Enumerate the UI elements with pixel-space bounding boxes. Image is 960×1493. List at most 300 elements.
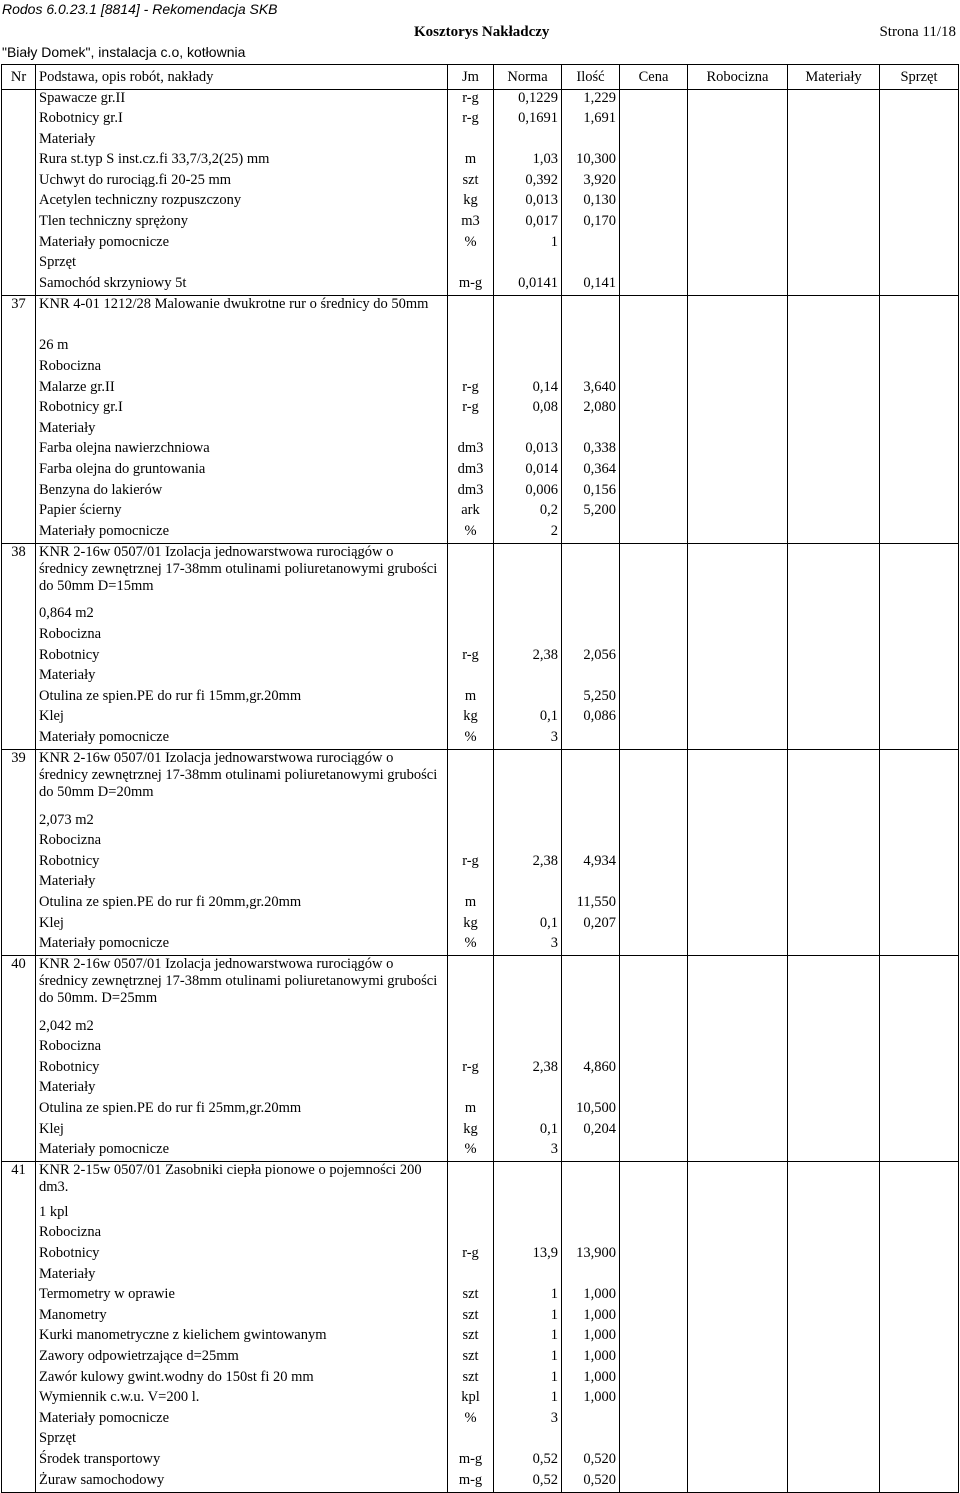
unit <box>448 626 494 647</box>
materials-cost <box>788 254 880 275</box>
quantity-value <box>562 254 620 275</box>
price <box>620 647 688 668</box>
unit: r-g <box>448 1245 494 1266</box>
unit <box>448 358 494 379</box>
description: Otulina ze spien.PE do rur fi 25mm,gr.20mm <box>36 1100 448 1121</box>
price <box>620 1389 688 1410</box>
table-row <box>2 1100 959 1121</box>
quantity-value: 5,200 <box>562 502 620 523</box>
item-number <box>2 1410 36 1431</box>
norm-value <box>494 832 562 853</box>
labour-cost <box>688 1079 788 1100</box>
equipment-cost <box>880 502 959 523</box>
section-label: Robocizna <box>36 1224 448 1245</box>
equipment-cost <box>880 750 959 812</box>
quantity-value: 0,141 <box>562 275 620 296</box>
section-row <box>2 1079 959 1100</box>
price <box>620 1307 688 1328</box>
unit: m <box>448 688 494 709</box>
col-header-robocizna: Robocizna <box>688 65 788 90</box>
description: Materiały pomocnicze <box>36 1410 448 1431</box>
price <box>620 543 688 605</box>
item-number <box>2 110 36 131</box>
norm-value: 3 <box>494 729 562 750</box>
norm-value <box>494 1204 562 1225</box>
quantity-value <box>562 523 620 544</box>
table-row <box>2 1451 959 1472</box>
materials-cost <box>788 1307 880 1328</box>
item-number <box>2 254 36 275</box>
equipment-cost <box>880 1472 959 1493</box>
materials-cost <box>788 461 880 482</box>
price <box>620 358 688 379</box>
labour-cost <box>688 1162 788 1204</box>
norm-value: 2,38 <box>494 647 562 668</box>
equipment-cost <box>880 192 959 213</box>
quantity-label: 26 m <box>36 337 448 358</box>
table-row <box>2 275 959 296</box>
quantity-value <box>562 605 620 626</box>
norm-value: 2,38 <box>494 853 562 874</box>
unit <box>448 131 494 152</box>
price <box>620 295 688 337</box>
price <box>620 708 688 729</box>
item-number <box>2 1121 36 1142</box>
equipment-cost <box>880 812 959 833</box>
materials-cost <box>788 337 880 358</box>
section-row <box>2 358 959 379</box>
table-row <box>2 894 959 915</box>
materials-cost <box>788 1266 880 1287</box>
description: KNR 2-16w 0507/01 Izolacja jednowarstwowa rurociągów o średnicy zewnętrznej 17-38mm otulinami poliuretanowymi grubości do 50mm. D=25mm <box>36 956 448 1018</box>
price <box>620 1327 688 1348</box>
norm-value <box>494 894 562 915</box>
item-number <box>2 647 36 668</box>
labour-cost <box>688 151 788 172</box>
unit <box>448 295 494 337</box>
description: Papier ścierny <box>36 502 448 523</box>
materials-cost <box>788 935 880 956</box>
quantity-value <box>562 420 620 441</box>
norm-value: 2 <box>494 523 562 544</box>
quantity-value: 1,229 <box>562 90 620 111</box>
item-number <box>2 502 36 523</box>
quantity-value: 0,086 <box>562 708 620 729</box>
section-row <box>2 1430 959 1451</box>
quantity-value <box>562 1430 620 1451</box>
quantity-value <box>562 1224 620 1245</box>
item-number: 38 <box>2 543 36 605</box>
price <box>620 956 688 1018</box>
norm-value: 0,52 <box>494 1472 562 1493</box>
equipment-cost <box>880 275 959 296</box>
price <box>620 1245 688 1266</box>
quantity-value: 10,300 <box>562 151 620 172</box>
materials-cost <box>788 90 880 111</box>
equipment-cost <box>880 1389 959 1410</box>
norm-value: 0,013 <box>494 192 562 213</box>
norm-value <box>494 254 562 275</box>
quantity-value <box>562 234 620 255</box>
quantity-value: 1,000 <box>562 1307 620 1328</box>
unit: % <box>448 1141 494 1162</box>
unit <box>448 254 494 275</box>
section-row <box>2 131 959 152</box>
unit: szt <box>448 1348 494 1369</box>
norm-value <box>494 543 562 605</box>
equipment-cost <box>880 1162 959 1204</box>
norm-value: 0,2 <box>494 502 562 523</box>
materials-cost <box>788 543 880 605</box>
price <box>620 420 688 441</box>
labour-cost <box>688 1472 788 1493</box>
page-number: Strona 11/18 <box>879 24 956 40</box>
labour-cost <box>688 1327 788 1348</box>
equipment-cost <box>880 358 959 379</box>
equipment-cost <box>880 1038 959 1059</box>
unit <box>448 605 494 626</box>
labour-cost <box>688 1018 788 1039</box>
norm-value <box>494 1038 562 1059</box>
table-row <box>2 935 959 956</box>
description: Robotnicy <box>36 647 448 668</box>
unit <box>448 956 494 1018</box>
quantity-row <box>2 812 959 833</box>
unit: % <box>448 523 494 544</box>
item-number <box>2 1018 36 1039</box>
norm-value: 0,014 <box>494 461 562 482</box>
project-subtitle: "Biały Domek", instalacja c.o, kotłownia <box>2 44 246 60</box>
labour-cost <box>688 358 788 379</box>
unit: ark <box>448 502 494 523</box>
section-row <box>2 667 959 688</box>
description: Klej <box>36 915 448 936</box>
item-number: 37 <box>2 295 36 337</box>
materials-cost <box>788 750 880 812</box>
item-number <box>2 131 36 152</box>
quantity-value: 0,130 <box>562 192 620 213</box>
price <box>620 1266 688 1287</box>
equipment-cost <box>880 1307 959 1328</box>
quantity-row <box>2 605 959 626</box>
item-number <box>2 213 36 234</box>
section-row <box>2 1038 959 1059</box>
norm-value <box>494 605 562 626</box>
section-label: Materiały <box>36 131 448 152</box>
quantity-value: 1,000 <box>562 1327 620 1348</box>
quantity-value: 0,156 <box>562 482 620 503</box>
equipment-cost <box>880 172 959 193</box>
item-number <box>2 1059 36 1080</box>
price <box>620 131 688 152</box>
labour-cost <box>688 543 788 605</box>
item-number <box>2 440 36 461</box>
equipment-cost <box>880 1224 959 1245</box>
materials-cost <box>788 956 880 1018</box>
unit: szt <box>448 1286 494 1307</box>
materials-cost <box>788 688 880 709</box>
equipment-cost <box>880 729 959 750</box>
quantity-value: 4,860 <box>562 1059 620 1080</box>
quantity-value <box>562 935 620 956</box>
price <box>620 110 688 131</box>
item-number <box>2 1327 36 1348</box>
quantity-value: 3,640 <box>562 379 620 400</box>
table-row <box>2 688 959 709</box>
unit <box>448 1018 494 1039</box>
item-number <box>2 523 36 544</box>
price <box>620 172 688 193</box>
equipment-cost <box>880 915 959 936</box>
equipment-cost <box>880 1059 959 1080</box>
unit: m3 <box>448 213 494 234</box>
materials-cost <box>788 523 880 544</box>
norm-value: 0,14 <box>494 379 562 400</box>
section-label: Sprzęt <box>36 1430 448 1451</box>
norm-value: 1 <box>494 234 562 255</box>
materials-cost <box>788 894 880 915</box>
price <box>620 1059 688 1080</box>
table-row <box>2 482 959 503</box>
materials-cost <box>788 440 880 461</box>
quantity-row <box>2 1204 959 1225</box>
quantity-value <box>562 1079 620 1100</box>
quantity-value: 0,207 <box>562 915 620 936</box>
norm-value: 0,1 <box>494 915 562 936</box>
price <box>620 151 688 172</box>
description: Materiały pomocnicze <box>36 234 448 255</box>
item-number <box>2 90 36 111</box>
price <box>620 440 688 461</box>
document-title: Kosztorys Nakładczy <box>414 24 550 40</box>
materials-cost <box>788 1224 880 1245</box>
equipment-cost <box>880 1018 959 1039</box>
item-row <box>2 1162 959 1204</box>
labour-cost <box>688 853 788 874</box>
unit <box>448 1430 494 1451</box>
quantity-row <box>2 337 959 358</box>
labour-cost <box>688 1348 788 1369</box>
quantity-value: 3,920 <box>562 172 620 193</box>
equipment-cost <box>880 708 959 729</box>
unit <box>448 1079 494 1100</box>
labour-cost <box>688 935 788 956</box>
unit: m-g <box>448 1451 494 1472</box>
materials-cost <box>788 812 880 833</box>
equipment-cost <box>880 234 959 255</box>
materials-cost <box>788 1410 880 1431</box>
equipment-cost <box>880 1410 959 1431</box>
norm-value: 3 <box>494 1410 562 1431</box>
unit: kg <box>448 1121 494 1142</box>
quantity-value <box>562 543 620 605</box>
table-header-row <box>2 65 959 90</box>
table-row <box>2 1389 959 1410</box>
equipment-cost <box>880 1451 959 1472</box>
quantity-value: 0,520 <box>562 1451 620 1472</box>
item-number <box>2 1451 36 1472</box>
labour-cost <box>688 626 788 647</box>
item-number <box>2 667 36 688</box>
description: KNR 2-16w 0507/01 Izolacja jednowarstwowa rurociągów o średnicy zewnętrznej 17-38mm otulinami poliuretanowymi grubości do 50mm D=15mm <box>36 543 448 605</box>
price <box>620 605 688 626</box>
item-number <box>2 1079 36 1100</box>
norm-value <box>494 358 562 379</box>
materials-cost <box>788 729 880 750</box>
price <box>620 1410 688 1431</box>
description: Uchwyt do rurociąg.fi 20-25 mm <box>36 172 448 193</box>
description: Rura st.typ S inst.cz.fi 33,7/3,2(25) mm <box>36 151 448 172</box>
unit: szt <box>448 1369 494 1390</box>
norm-value: 1,03 <box>494 151 562 172</box>
price <box>620 915 688 936</box>
labour-cost <box>688 605 788 626</box>
materials-cost <box>788 295 880 337</box>
norm-value: 0,006 <box>494 482 562 503</box>
materials-cost <box>788 420 880 441</box>
equipment-cost <box>880 1121 959 1142</box>
description: Materiały pomocnicze <box>36 729 448 750</box>
quantity-value <box>562 337 620 358</box>
materials-cost <box>788 399 880 420</box>
section-row <box>2 1224 959 1245</box>
norm-value: 0,52 <box>494 1451 562 1472</box>
item-number <box>2 482 36 503</box>
norm-value: 0,1 <box>494 1121 562 1142</box>
table-row <box>2 1141 959 1162</box>
unit <box>448 873 494 894</box>
labour-cost <box>688 1100 788 1121</box>
item-row <box>2 543 959 605</box>
labour-cost <box>688 1204 788 1225</box>
labour-cost <box>688 688 788 709</box>
item-number <box>2 1286 36 1307</box>
item-number <box>2 812 36 833</box>
price <box>620 1369 688 1390</box>
equipment-cost <box>880 1266 959 1287</box>
cost-table <box>1 64 959 1493</box>
norm-value: 3 <box>494 935 562 956</box>
equipment-cost <box>880 295 959 337</box>
price <box>620 523 688 544</box>
item-number <box>2 192 36 213</box>
quantity-value <box>562 131 620 152</box>
price <box>620 254 688 275</box>
norm-value <box>494 1162 562 1204</box>
equipment-cost <box>880 482 959 503</box>
unit <box>448 543 494 605</box>
norm-value: 1 <box>494 1307 562 1328</box>
price <box>620 729 688 750</box>
equipment-cost <box>880 1430 959 1451</box>
item-number <box>2 1266 36 1287</box>
unit: m-g <box>448 1472 494 1493</box>
price <box>620 1141 688 1162</box>
norm-value: 0,013 <box>494 440 562 461</box>
unit: dm3 <box>448 461 494 482</box>
table-row <box>2 110 959 131</box>
item-row <box>2 956 959 1018</box>
equipment-cost <box>880 1079 959 1100</box>
quantity-value: 11,550 <box>562 894 620 915</box>
price <box>620 894 688 915</box>
quantity-value <box>562 1204 620 1225</box>
price <box>620 482 688 503</box>
col-header-ilosc: Ilość <box>562 65 620 90</box>
app-title: Rodos 6.0.23.1 [8814] - Rekomendacja SKB <box>2 1 278 17</box>
price <box>620 90 688 111</box>
materials-cost <box>788 915 880 936</box>
labour-cost <box>688 1245 788 1266</box>
materials-cost <box>788 1327 880 1348</box>
materials-cost <box>788 667 880 688</box>
price <box>620 873 688 894</box>
table-row <box>2 1410 959 1431</box>
quantity-value <box>562 956 620 1018</box>
materials-cost <box>788 1451 880 1472</box>
unit <box>448 667 494 688</box>
item-number <box>2 234 36 255</box>
unit <box>448 832 494 853</box>
description: Kurki manometryczne z kielichem gwintowanym <box>36 1327 448 1348</box>
table-row <box>2 399 959 420</box>
table-row <box>2 172 959 193</box>
norm-value: 1 <box>494 1389 562 1410</box>
table-row <box>2 1121 959 1142</box>
item-number <box>2 894 36 915</box>
labour-cost <box>688 502 788 523</box>
unit: dm3 <box>448 482 494 503</box>
section-label: Robocizna <box>36 626 448 647</box>
quantity-value <box>562 295 620 337</box>
table-row <box>2 213 959 234</box>
quantity-value: 0,364 <box>562 461 620 482</box>
section-row <box>2 254 959 275</box>
unit <box>448 420 494 441</box>
table-row <box>2 502 959 523</box>
col-header-desc: Podstawa, opis robót, nakłady <box>36 65 448 90</box>
quantity-label: 0,864 m2 <box>36 605 448 626</box>
labour-cost <box>688 1389 788 1410</box>
unit <box>448 1204 494 1225</box>
price <box>620 1472 688 1493</box>
quantity-value <box>562 626 620 647</box>
equipment-cost <box>880 894 959 915</box>
quantity-value <box>562 832 620 853</box>
quantity-value <box>562 1266 620 1287</box>
norm-value: 0,392 <box>494 172 562 193</box>
equipment-cost <box>880 1369 959 1390</box>
norm-value: 0,1 <box>494 708 562 729</box>
equipment-cost <box>880 873 959 894</box>
equipment-cost <box>880 935 959 956</box>
table-row <box>2 1059 959 1080</box>
materials-cost <box>788 1038 880 1059</box>
description: Robotnicy gr.I <box>36 399 448 420</box>
labour-cost <box>688 667 788 688</box>
unit <box>448 337 494 358</box>
table-row <box>2 151 959 172</box>
unit: m-g <box>448 275 494 296</box>
equipment-cost <box>880 1141 959 1162</box>
description: Materiały pomocnicze <box>36 1141 448 1162</box>
price <box>620 1224 688 1245</box>
description: Benzyna do lakierów <box>36 482 448 503</box>
description: Żuraw samochodowy <box>36 1472 448 1493</box>
norm-value: 1 <box>494 1327 562 1348</box>
description: KNR 4-01 1212/28 Malowanie dwukrotne rur o średnicy do 50mm <box>36 295 448 337</box>
item-number <box>2 1038 36 1059</box>
